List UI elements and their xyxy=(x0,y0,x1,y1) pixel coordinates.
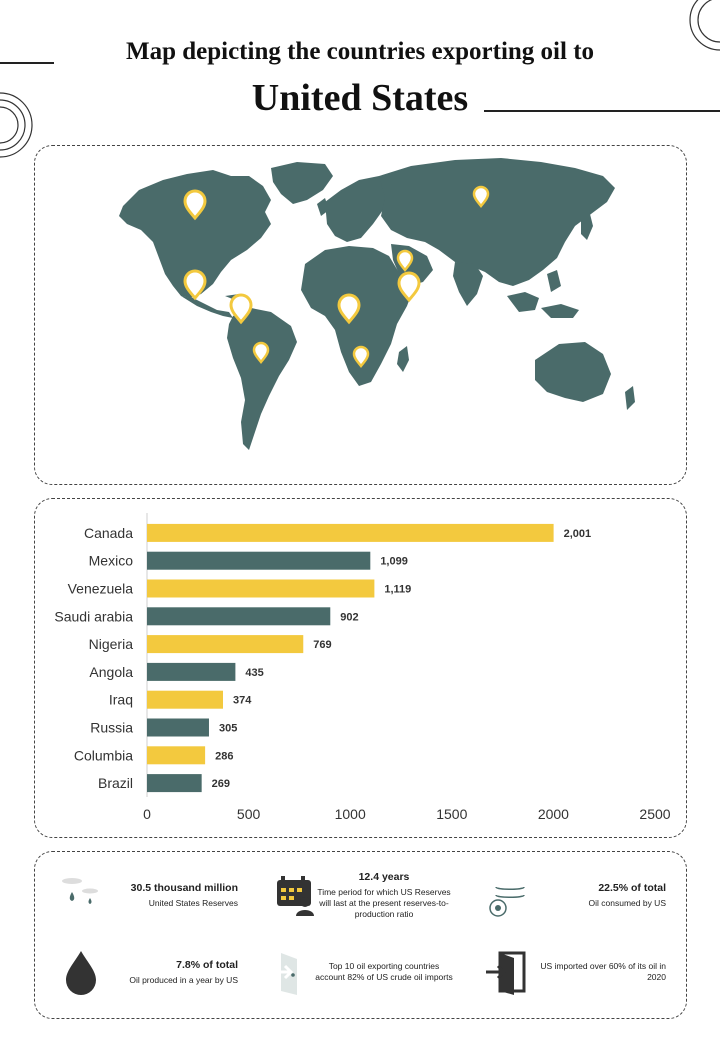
value-label: 902 xyxy=(340,611,359,624)
value-label: 374 xyxy=(232,694,252,707)
value-label: 305 xyxy=(218,722,238,735)
category-label: Mexico xyxy=(88,552,133,569)
stat-heading: 30.5 thousand million xyxy=(130,881,238,894)
category-label: Columbia xyxy=(73,747,133,764)
stat-text: Time period for which US Reserves will last at the present reserves-to-production ratio xyxy=(317,886,451,919)
calendar-user-icon xyxy=(271,870,321,920)
stat-heading: 22.5% of total xyxy=(598,881,666,894)
bar xyxy=(147,552,370,570)
stat-heading: 12.4 years xyxy=(358,870,410,883)
stat-text: Oil produced in a year by US xyxy=(129,974,238,985)
category-label: Venezuela xyxy=(67,580,133,597)
value-label: 286 xyxy=(215,750,234,763)
bar xyxy=(147,607,330,625)
bar xyxy=(147,663,235,681)
page-subtitle: United States xyxy=(251,77,469,119)
stat-card-reserves xyxy=(44,862,248,928)
x-tick-label: 1000 xyxy=(334,806,366,822)
bar xyxy=(147,774,202,792)
bar xyxy=(147,719,209,737)
stats-panel xyxy=(34,851,687,1019)
bar xyxy=(147,635,303,653)
oil-drop-icon xyxy=(56,947,106,997)
page-title: Map depicting the countries exporting oil to xyxy=(125,38,595,65)
x-tick-label: 2000 xyxy=(537,806,569,822)
stat-card-produced xyxy=(44,939,248,1005)
bar xyxy=(147,580,374,598)
stat-card-consumed xyxy=(472,862,676,928)
bar xyxy=(147,691,223,709)
value-label: 1,119 xyxy=(384,583,412,596)
value-label: 269 xyxy=(211,778,231,791)
map-panel xyxy=(34,145,687,485)
database-gear-icon xyxy=(484,870,534,920)
value-label: 435 xyxy=(245,666,264,679)
category-label: Iraq xyxy=(108,691,133,708)
value-label: 2,001 xyxy=(563,527,592,540)
category-label: Russia xyxy=(90,719,133,736)
chart-panel xyxy=(34,498,687,838)
bar xyxy=(147,746,205,764)
stat-text: Oil consumed by US xyxy=(588,897,666,908)
door-exit-icon xyxy=(484,947,534,997)
stat-card-years xyxy=(259,862,463,928)
category-label: Canada xyxy=(83,524,133,541)
value-label: 769 xyxy=(313,639,332,652)
x-tick-label: 0 xyxy=(143,806,151,822)
stat-text: Top 10 oil exporting countries account 82% of US crude oil imports xyxy=(315,961,453,982)
value-label: 1,099 xyxy=(380,555,408,568)
stat-text: United States Reserves xyxy=(148,897,238,908)
stat-text: US imported over 60% of its oil in 2020 xyxy=(540,961,666,982)
stat-heading: 7.8% of total xyxy=(176,958,238,971)
x-tick-label: 1500 xyxy=(436,806,468,822)
x-tick-label: 500 xyxy=(236,806,261,822)
title-rule-right xyxy=(484,110,720,112)
category-label: Saudi arabia xyxy=(54,608,133,625)
stat-card-top10 xyxy=(259,939,463,1005)
world-map-icon xyxy=(35,146,685,483)
oil-barrels-icon xyxy=(56,870,106,920)
category-label: Angola xyxy=(89,663,133,680)
door-enter-icon xyxy=(271,947,321,997)
bar-chart xyxy=(35,499,685,836)
stat-card-imported xyxy=(472,939,676,1005)
x-tick-label: 2500 xyxy=(639,806,671,822)
category-label: Brazil xyxy=(97,775,133,792)
bar xyxy=(147,524,554,542)
category-label: Nigeria xyxy=(88,636,133,653)
